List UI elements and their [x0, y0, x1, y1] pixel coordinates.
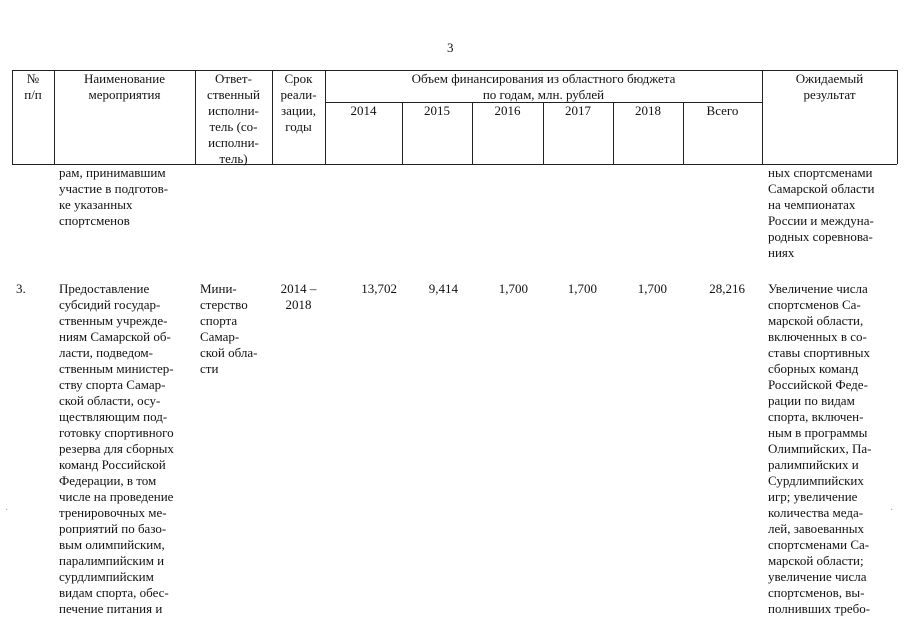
header-executor: Ответ- ственный исполни- тель (со- исполни- тель)	[207, 71, 260, 166]
header-name: Наименование мероприятия	[84, 71, 165, 102]
header-term: Срок реали- зации, годы	[280, 71, 317, 134]
value-2015: 9,414	[428, 281, 458, 296]
header-year-2014: 2014	[350, 103, 377, 118]
margin-mark: ·	[890, 505, 894, 516]
row-executor: Мини- стерство спорта Самар- ской обла- сти	[200, 281, 258, 376]
continued-row-result: ных спортсменами Самарской области на чемпионатах России и междуна- родных соревнова- ниях	[768, 165, 875, 260]
page-number: 3	[447, 40, 454, 55]
value-2017: 1,700	[567, 281, 597, 296]
continued-row-name: рам, принимавшим участие в подготов- ке указанных спортсменов	[59, 165, 169, 228]
value-2016: 1,700	[498, 281, 528, 296]
value-2018: 1,700	[637, 281, 667, 296]
margin-mark: ·	[5, 505, 9, 516]
row-result: Увеличение числа спортсменов Са- марской области, включенных в со- ставы спортивных сборных команд Российской Феде- рации по видам спорта, включен- ным в программы Олимпийских, Па- ралимпийских и Сурдлимпийских игр; увеличение количества меда- лей, завоеванных спортсменами Са- марской области; увеличение числа спортсменов, вы- полнивших требо-	[768, 281, 872, 616]
header-financing: Объем финансирования из областного бюджета по годам, млн. рублей	[411, 71, 676, 102]
value-2014: 13,702	[361, 281, 397, 296]
header-num: № п/п	[24, 71, 42, 102]
header-year-2016: 2016	[494, 103, 521, 118]
row-name: Предоставление субсидий государ- ственным учрежде- ниям Самарской об- ласти, подведом- ственным министер- ству спорта Самар- ской области, осу- ществляющим под- готовку спортивного резерва для сборных команд Российской Федерации, в том числе на проведение тренировочных ме- роприятий по базо- вым олимпийским, паралимпийским и сурдлимпийским видам спорта, обес- печение питания и	[59, 281, 174, 616]
header-year-2017: 2017	[565, 103, 591, 118]
header-year-2015: 2015	[424, 103, 450, 118]
header-total: Всего	[706, 103, 739, 118]
header-year-2018: 2018	[635, 103, 661, 118]
value-total: 28,216	[709, 281, 745, 296]
header-result: Ожидаемый результат	[795, 71, 864, 102]
row-number: 3.	[16, 281, 26, 296]
row-term: 2014 – 2018	[280, 281, 317, 312]
col-border	[897, 70, 898, 164]
